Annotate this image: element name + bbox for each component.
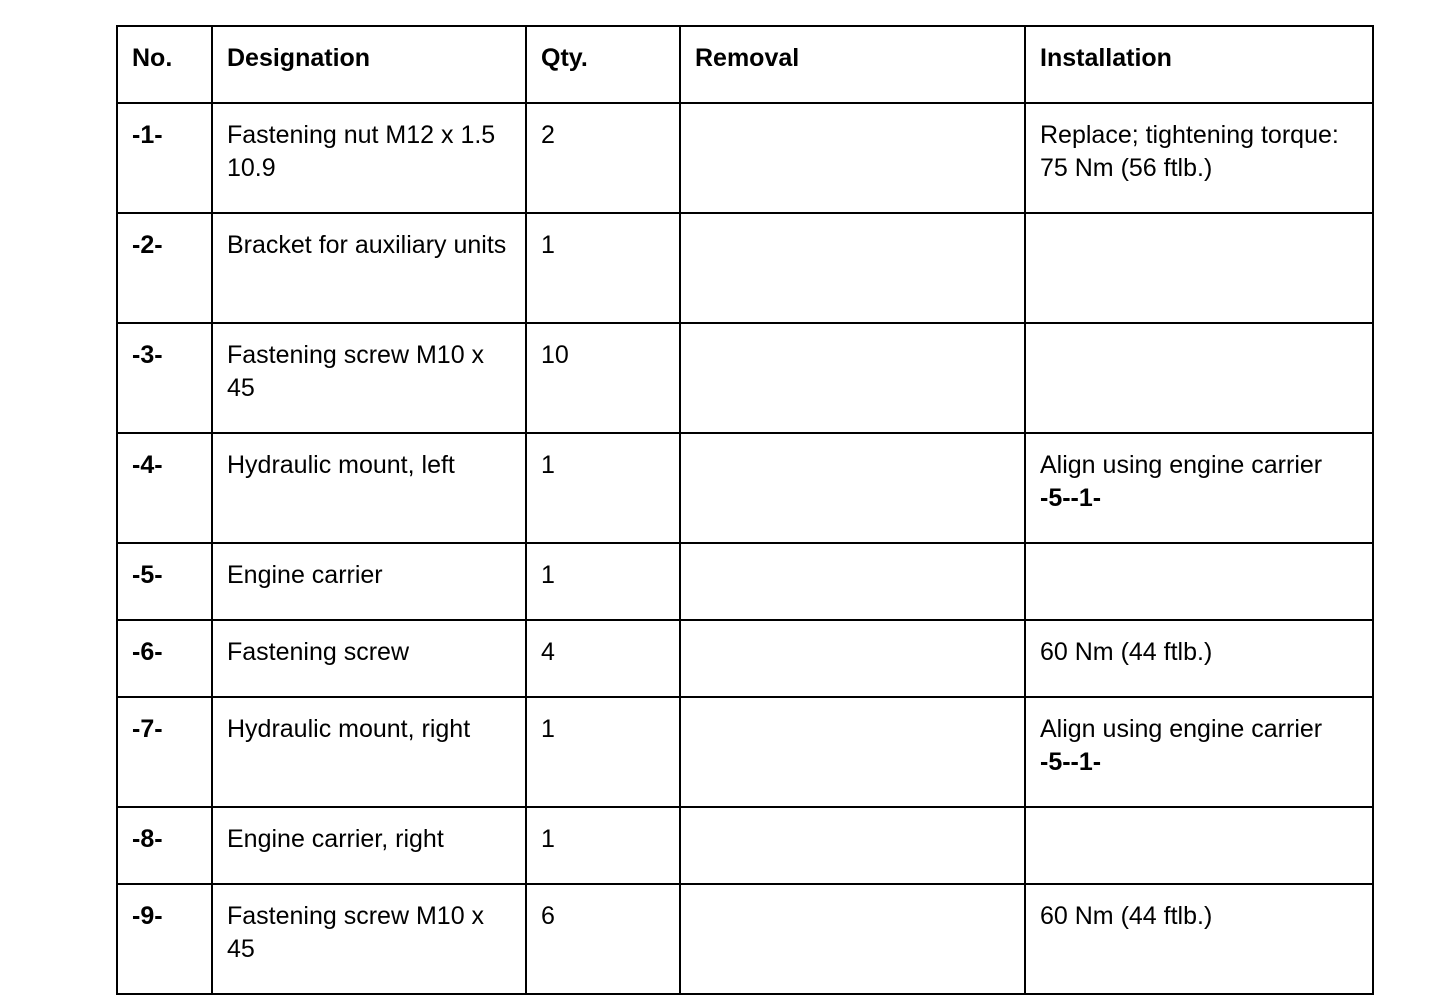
row-qty: 1 [526, 807, 680, 884]
table-row [117, 543, 1373, 620]
installation-text: 60 Nm (44 ftlb.) [1040, 902, 1213, 930]
row-designation: Hydraulic mount, right [212, 697, 526, 807]
row-installation [1025, 103, 1373, 213]
row-installation [1025, 323, 1373, 433]
row-designation: Fastening screw M10 x 45 [212, 884, 526, 994]
table-header-row [117, 26, 1373, 103]
installation-reference: -5--1- [1040, 748, 1102, 776]
row-qty: 10 [526, 323, 680, 433]
row-designation: Hydraulic mount, left [212, 433, 526, 543]
row-no: -1- [117, 103, 212, 213]
header-designation: Designation [212, 26, 526, 103]
table-row [117, 103, 1373, 213]
row-no: -4- [117, 433, 212, 543]
row-installation [1025, 213, 1373, 323]
row-no: -5- [117, 543, 212, 620]
row-qty: 1 [526, 433, 680, 543]
row-installation [1025, 433, 1373, 543]
row-qty: 1 [526, 543, 680, 620]
table-row [117, 433, 1373, 543]
row-removal [680, 884, 1025, 994]
installation-text: Align using engine carrier [1040, 451, 1323, 479]
table-row [117, 323, 1373, 433]
header-qty: Qty. [526, 26, 680, 103]
row-removal [680, 620, 1025, 697]
row-removal [680, 433, 1025, 543]
row-removal [680, 543, 1025, 620]
header-installation: Installation [1025, 26, 1373, 103]
installation-text: 60 Nm (44 ftlb.) [1040, 638, 1213, 666]
row-qty: 6 [526, 884, 680, 994]
row-qty: 2 [526, 103, 680, 213]
row-no: -2- [117, 213, 212, 323]
row-qty: 4 [526, 620, 680, 697]
header-removal: Removal [680, 26, 1025, 103]
row-no: -3- [117, 323, 212, 433]
row-qty: 1 [526, 697, 680, 807]
row-qty: 1 [526, 213, 680, 323]
row-designation: Engine carrier, right [212, 807, 526, 884]
row-installation [1025, 697, 1373, 807]
row-designation: Fastening nut M12 x 1.5 10.9 [212, 103, 526, 213]
table-row [117, 884, 1373, 994]
table-row [117, 213, 1373, 323]
installation-reference: -5--1- [1040, 484, 1102, 512]
parts-table [116, 25, 1374, 995]
row-installation [1025, 543, 1373, 620]
row-designation: Fastening screw M10 x 45 [212, 323, 526, 433]
installation-text: Align using engine carrier [1040, 715, 1323, 743]
row-designation: Bracket for auxiliary units [212, 213, 526, 323]
table-row [117, 697, 1373, 807]
header-no: No. [117, 26, 212, 103]
row-removal [680, 807, 1025, 884]
table-row [117, 620, 1373, 697]
table-row [117, 807, 1373, 884]
row-no: -8- [117, 807, 212, 884]
row-designation: Fastening screw [212, 620, 526, 697]
row-no: -7- [117, 697, 212, 807]
row-installation [1025, 884, 1373, 994]
row-no: -6- [117, 620, 212, 697]
row-designation: Engine carrier [212, 543, 526, 620]
row-removal [680, 697, 1025, 807]
row-removal [680, 103, 1025, 213]
row-installation [1025, 807, 1373, 884]
installation-text: Replace; tightening torque: 75 Nm (56 ftlb.) [1040, 121, 1339, 182]
row-removal [680, 213, 1025, 323]
row-no: -9- [117, 884, 212, 994]
row-installation [1025, 620, 1373, 697]
row-removal [680, 323, 1025, 433]
